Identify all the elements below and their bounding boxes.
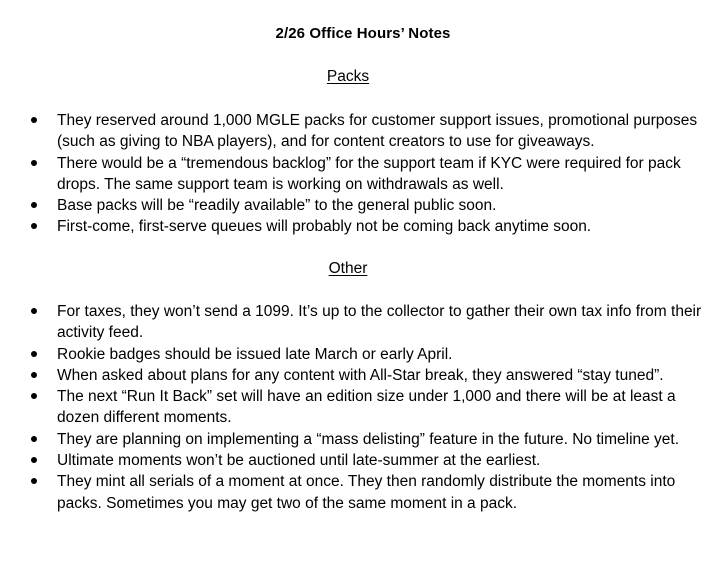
list-item-text: For taxes, they won’t send a 1099. It’s up to the collector to gather their own tax info from their activity feed. bbox=[57, 303, 702, 342]
list-item bbox=[0, 429, 726, 450]
list-item bbox=[0, 216, 726, 237]
list-item-text: Base packs will be “readily available” to the general public soon. bbox=[57, 197, 497, 215]
list-item-text: The next “Run It Back” set will have an edition size under 1,000 and there will be at least a dozen different moments. bbox=[57, 388, 676, 427]
list-item bbox=[0, 110, 726, 153]
bullet-icon bbox=[31, 436, 37, 442]
list-item-text: They are planning on implementing a “mass delisting” feature in the future. No timeline yet. bbox=[57, 430, 680, 448]
section-heading-packs: Packs bbox=[326, 68, 370, 85]
list-item bbox=[0, 365, 726, 386]
list-item bbox=[0, 301, 726, 344]
list-item bbox=[0, 471, 726, 514]
bullet-icon bbox=[31, 202, 37, 208]
list-item bbox=[0, 153, 726, 196]
bullet-list-other bbox=[0, 301, 726, 514]
bullet-icon bbox=[31, 478, 37, 484]
list-item bbox=[0, 386, 726, 429]
bullet-icon bbox=[31, 393, 37, 399]
bullet-icon bbox=[31, 160, 37, 166]
list-item-text: They mint all serials of a moment at once. They then randomly distribute the moments into packs. Sometimes you may get two of the same moment in a pack. bbox=[57, 473, 676, 512]
list-item-text: Rookie badges should be issued late March or early April. bbox=[57, 345, 453, 363]
bullet-icon bbox=[31, 457, 37, 463]
list-item-text: There would be a “tremendous backlog” for the support team if KYC were required for pack drops. The same support team is working on withdrawals as well. bbox=[57, 154, 681, 193]
list-item-text: They reserved around 1,000 MGLE packs for customer support issues, promotional purposes (such as giving to NBA players), and for content creators to use for giveaways. bbox=[57, 112, 698, 151]
list-item-text: Ultimate moments won’t be auctioned until late-summer at the earliest. bbox=[57, 452, 541, 470]
bullet-icon bbox=[31, 308, 37, 314]
section-heading-other: Other bbox=[328, 260, 368, 277]
bullet-icon bbox=[31, 372, 37, 378]
document-title: 2/26 Office Hours’ Notes bbox=[275, 25, 451, 42]
bullet-icon bbox=[31, 117, 37, 123]
bullet-icon bbox=[31, 351, 37, 357]
bullet-icon bbox=[31, 223, 37, 229]
list-item bbox=[0, 344, 726, 365]
list-item-text: When asked about plans for any content with All-Star break, they answered “stay tuned”. bbox=[57, 366, 664, 384]
bullet-list-packs bbox=[0, 110, 726, 238]
list-item bbox=[0, 195, 726, 216]
list-item bbox=[0, 450, 726, 471]
list-item-text: First-come, first-serve queues will probably not be coming back anytime soon. bbox=[57, 218, 592, 236]
